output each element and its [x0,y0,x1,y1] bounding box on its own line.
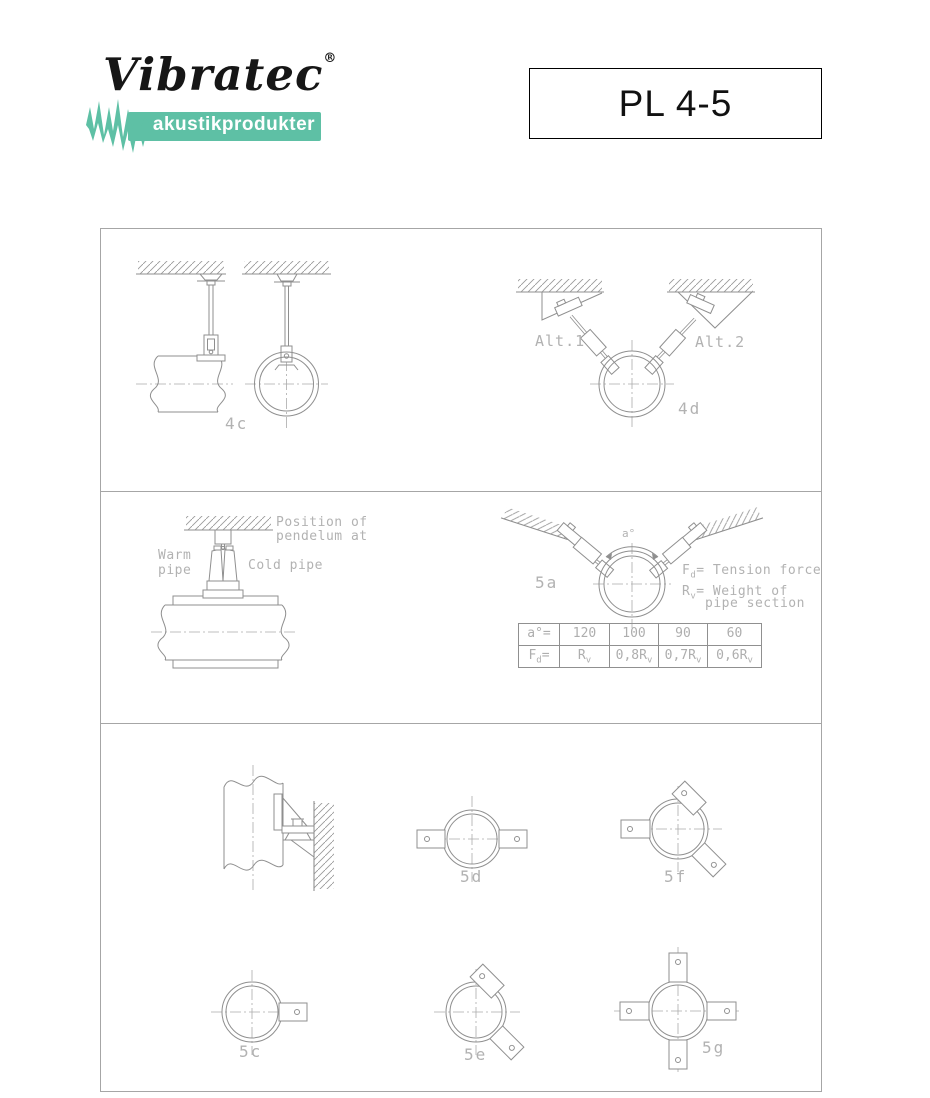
cell-sub: v [747,655,753,666]
cell-text: 0,7R [664,647,696,663]
fd-subscript: d [690,570,697,581]
cell-sub: v [585,655,592,666]
cell-sub: v [695,655,702,666]
table-cell [708,646,762,668]
label-position-1: Position of [276,515,368,530]
label-fig-5d: 5d [460,867,484,886]
fig-5f-clamp [621,781,726,877]
brand-name [103,48,337,101]
table-row [519,624,762,646]
label-position-2: pendelum at [276,529,368,544]
registered-mark: ® [323,51,338,66]
rv-text: = Weight of [696,584,788,599]
label-fig-5a: 5a [535,573,559,592]
table-cell [519,646,560,668]
label-fig-5e: 5e [464,1045,488,1064]
cell-sub: v [646,655,653,666]
fd-text: = Tension force [696,563,822,578]
cell-text: F [528,647,537,663]
document-code: PL 4-5 [618,82,733,124]
cell-text: a°= [527,625,551,641]
panel-ceiling-hangers [101,229,823,491]
label-angle-a: a° [622,527,636,540]
label-warm-pipe-1: Warm [158,548,192,563]
seismograph-zigzag-icon [86,99,152,153]
label-alt2: Alt.2 [695,333,746,351]
cell-text: 90 [675,625,691,641]
label-fig-4d: 4d [678,399,702,418]
label-alt1: Alt.1 [535,332,586,350]
cell-post: = [541,647,550,663]
cell-text: 120 [572,625,597,641]
table-cell [610,646,659,668]
fd-symbol: F [682,563,691,578]
cell-text: 0,6R [716,647,748,663]
note-weight-2: pipe section [705,596,805,611]
table-cell [560,646,610,668]
brand-text: Vibratec [103,48,324,101]
table-cell [659,646,708,668]
panel-clamp-variants [101,723,823,1092]
table-cell [610,624,659,646]
angle-force-table [518,623,762,668]
table-cell [519,624,560,646]
note-tension-force [682,563,821,581]
table-cell [708,624,762,646]
fig-insulated-pipe-pendulum [151,516,296,668]
fig-4c-section-view [242,261,331,430]
fig-4c-side-view [136,261,233,412]
label-fig-5c: 5c [239,1042,263,1061]
cell-text: R [577,647,586,663]
rv-subscript: v [690,591,697,602]
cell-text: 0,8R [615,647,647,663]
document-code-box [529,68,822,139]
cell-text: 100 [622,625,646,641]
label-warm-pipe-2: pipe [158,563,192,578]
label-fig-5f: 5f [664,867,688,886]
table-row [519,646,762,668]
rv-symbol: R [682,584,691,599]
cell-sub: d [536,655,542,666]
label-fig-5g: 5g [702,1038,726,1057]
label-cold-pipe: Cold pipe [248,558,323,573]
fig-wall-bracket [224,765,334,893]
label-fig-4c: 4c [225,414,249,433]
table-cell [560,624,610,646]
brand-tagline: akustikprodukter [152,114,316,135]
fig-4d-angled-hangers [516,279,755,430]
cell-text: 60 [726,625,743,641]
table-cell [659,624,708,646]
